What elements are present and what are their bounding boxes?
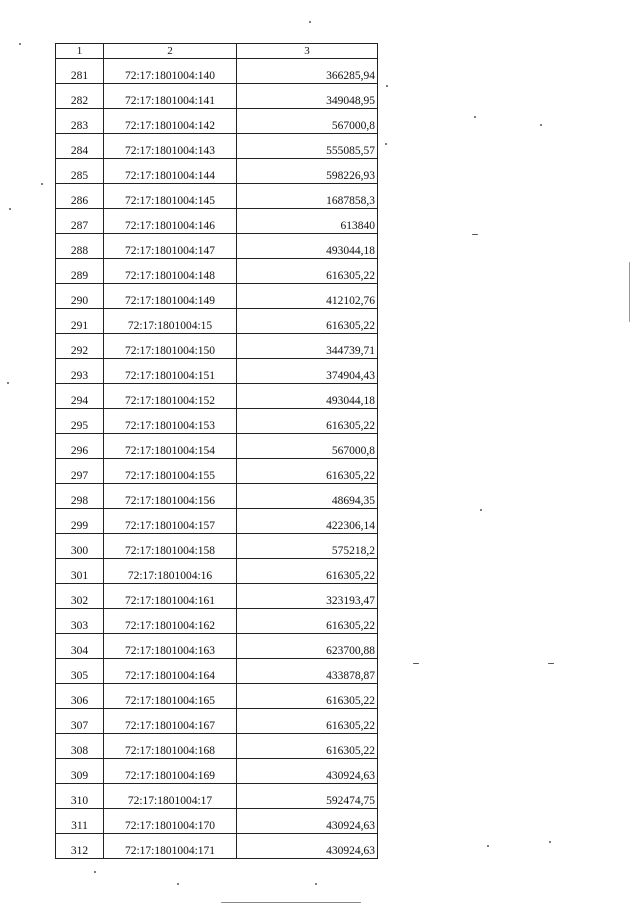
table-row [56, 759, 378, 784]
scan-speck [540, 124, 542, 126]
cadastral-number-cell: 72:17:1801004:145 [104, 184, 237, 209]
cadastral-number-cell: 72:17:1801004:163 [104, 634, 237, 659]
scan-speck [629, 262, 630, 322]
row-number-cell: 309 [56, 759, 104, 784]
scan-speck [19, 43, 21, 45]
table-row [56, 609, 378, 634]
scan-speck [385, 143, 387, 145]
table-row [56, 434, 378, 459]
scan-speck [548, 663, 554, 664]
row-number-cell: 304 [56, 634, 104, 659]
scan-speck [472, 234, 478, 235]
table-row [56, 259, 378, 284]
table-row [56, 459, 378, 484]
table-row [56, 734, 378, 759]
cadastral-value-cell: 616305,22 [237, 684, 378, 709]
cadastral-number-cell: 72:17:1801004:151 [104, 359, 237, 384]
cadastral-value-cell: 1687858,3 [237, 184, 378, 209]
table-row [56, 509, 378, 534]
cadastral-value-cell: 433878,87 [237, 659, 378, 684]
cadastral-value-cell: 412102,76 [237, 284, 378, 309]
cadastral-number-cell: 72:17:1801004:171 [104, 834, 237, 859]
cadastral-number-cell: 72:17:1801004:170 [104, 809, 237, 834]
table-row [56, 584, 378, 609]
cadastral-value-cell: 567000,8 [237, 109, 378, 134]
cadastral-value-cell: 567000,8 [237, 434, 378, 459]
cadastral-number-cell: 72:17:1801004:164 [104, 659, 237, 684]
row-number-cell: 308 [56, 734, 104, 759]
scan-speck [9, 208, 11, 210]
row-number-cell: 294 [56, 384, 104, 409]
table-row [56, 209, 378, 234]
cadastral-number-cell: 72:17:1801004:140 [104, 59, 237, 84]
table-row [56, 684, 378, 709]
cadastral-number-cell: 72:17:1801004:158 [104, 534, 237, 559]
row-number-cell: 285 [56, 159, 104, 184]
table-row [56, 134, 378, 159]
table-row [56, 59, 378, 84]
column-header-2: 2 [104, 44, 237, 59]
table-body [56, 59, 378, 859]
row-number-cell: 282 [56, 84, 104, 109]
scan-speck [94, 871, 96, 873]
cadastral-value-cell: 616305,22 [237, 609, 378, 634]
row-number-cell: 296 [56, 434, 104, 459]
header-row [56, 44, 378, 59]
cadastral-number-cell: 72:17:1801004:162 [104, 609, 237, 634]
scan-speck [7, 382, 9, 384]
table-row [56, 109, 378, 134]
cadastral-value-cell: 430924,63 [237, 834, 378, 859]
row-number-cell: 297 [56, 459, 104, 484]
table-row [56, 484, 378, 509]
cadastral-value-cell: 616305,22 [237, 309, 378, 334]
table-row [56, 334, 378, 359]
cadastral-number-cell: 72:17:1801004:146 [104, 209, 237, 234]
cadastral-number-cell: 72:17:1801004:142 [104, 109, 237, 134]
cadastral-value-cell: 493044,18 [237, 384, 378, 409]
cadastral-values-table [55, 43, 378, 859]
scan-speck [487, 845, 489, 847]
cadastral-value-cell: 555085,57 [237, 134, 378, 159]
table-row [56, 84, 378, 109]
row-number-cell: 312 [56, 834, 104, 859]
scan-speck [549, 841, 551, 843]
table-row [56, 359, 378, 384]
scan-speck [41, 183, 43, 185]
cadastral-number-cell: 72:17:1801004:148 [104, 259, 237, 284]
cadastral-value-cell: 575218,2 [237, 534, 378, 559]
table-row [56, 409, 378, 434]
scan-speck [177, 883, 179, 885]
row-number-cell: 301 [56, 559, 104, 584]
table-row [56, 834, 378, 859]
cadastral-number-cell: 72:17:1801004:143 [104, 134, 237, 159]
cadastral-number-cell: 72:17:1801004:155 [104, 459, 237, 484]
row-number-cell: 295 [56, 409, 104, 434]
scan-speck [309, 21, 311, 23]
cadastral-value-cell: 613840 [237, 209, 378, 234]
cadastral-number-cell: 72:17:1801004:141 [104, 84, 237, 109]
cadastral-value-cell: 616305,22 [237, 559, 378, 584]
cadastral-value-cell: 616305,22 [237, 709, 378, 734]
row-number-cell: 284 [56, 134, 104, 159]
cadastral-number-cell: 72:17:1801004:150 [104, 334, 237, 359]
table-row [56, 309, 378, 334]
table-row [56, 184, 378, 209]
cadastral-number-cell: 72:17:1801004:17 [104, 784, 237, 809]
cadastral-number-cell: 72:17:1801004:152 [104, 384, 237, 409]
row-number-cell: 298 [56, 484, 104, 509]
cadastral-value-cell: 366285,94 [237, 59, 378, 84]
table-row [56, 284, 378, 309]
scan-speck [474, 116, 476, 118]
cadastral-number-cell: 72:17:1801004:157 [104, 509, 237, 534]
cadastral-number-cell: 72:17:1801004:149 [104, 284, 237, 309]
table-row [56, 659, 378, 684]
scan-speck [221, 902, 361, 903]
row-number-cell: 307 [56, 709, 104, 734]
row-number-cell: 292 [56, 334, 104, 359]
table-row [56, 559, 378, 584]
cadastral-value-cell: 430924,63 [237, 809, 378, 834]
table-row [56, 159, 378, 184]
row-number-cell: 305 [56, 659, 104, 684]
cadastral-number-cell: 72:17:1801004:16 [104, 559, 237, 584]
table-row [56, 784, 378, 809]
row-number-cell: 291 [56, 309, 104, 334]
row-number-cell: 306 [56, 684, 104, 709]
scan-speck [413, 663, 419, 664]
cadastral-value-cell: 616305,22 [237, 734, 378, 759]
cadastral-number-cell: 72:17:1801004:15 [104, 309, 237, 334]
cadastral-number-cell: 72:17:1801004:165 [104, 684, 237, 709]
cadastral-value-cell: 374904,43 [237, 359, 378, 384]
cadastral-value-cell: 616305,22 [237, 409, 378, 434]
row-number-cell: 288 [56, 234, 104, 259]
table-row [56, 234, 378, 259]
cadastral-value-cell: 323193,47 [237, 584, 378, 609]
row-number-cell: 287 [56, 209, 104, 234]
cadastral-number-cell: 72:17:1801004:147 [104, 234, 237, 259]
cadastral-number-cell: 72:17:1801004:161 [104, 584, 237, 609]
cadastral-value-cell: 430924,63 [237, 759, 378, 784]
table-row [56, 534, 378, 559]
cadastral-value-cell: 493044,18 [237, 234, 378, 259]
row-number-cell: 293 [56, 359, 104, 384]
table-row [56, 634, 378, 659]
scan-speck [315, 883, 317, 885]
cadastral-value-cell: 616305,22 [237, 459, 378, 484]
cadastral-number-cell: 72:17:1801004:169 [104, 759, 237, 784]
row-number-cell: 300 [56, 534, 104, 559]
cadastral-value-cell: 48694,35 [237, 484, 378, 509]
cadastral-value-cell: 349048,95 [237, 84, 378, 109]
row-number-cell: 311 [56, 809, 104, 834]
cadastral-number-cell: 72:17:1801004:168 [104, 734, 237, 759]
scan-speck [480, 509, 482, 511]
cadastral-value-cell: 344739,71 [237, 334, 378, 359]
table-row [56, 384, 378, 409]
row-number-cell: 303 [56, 609, 104, 634]
cadastral-number-cell: 72:17:1801004:154 [104, 434, 237, 459]
cadastral-number-cell: 72:17:1801004:144 [104, 159, 237, 184]
row-number-cell: 286 [56, 184, 104, 209]
cadastral-value-cell: 422306,14 [237, 509, 378, 534]
cadastral-number-cell: 72:17:1801004:167 [104, 709, 237, 734]
row-number-cell: 299 [56, 509, 104, 534]
row-number-cell: 281 [56, 59, 104, 84]
cadastral-value-cell: 616305,22 [237, 259, 378, 284]
row-number-cell: 302 [56, 584, 104, 609]
row-number-cell: 290 [56, 284, 104, 309]
scan-speck [386, 85, 388, 87]
table-header [56, 44, 378, 59]
cadastral-value-cell: 598226,93 [237, 159, 378, 184]
column-header-3: 3 [237, 44, 378, 59]
table-row [56, 709, 378, 734]
cadastral-value-cell: 623700,88 [237, 634, 378, 659]
table-row [56, 809, 378, 834]
cadastral-number-cell: 72:17:1801004:153 [104, 409, 237, 434]
row-number-cell: 289 [56, 259, 104, 284]
column-header-1: 1 [56, 44, 104, 59]
row-number-cell: 310 [56, 784, 104, 809]
row-number-cell: 283 [56, 109, 104, 134]
cadastral-value-cell: 592474,75 [237, 784, 378, 809]
cadastral-number-cell: 72:17:1801004:156 [104, 484, 237, 509]
